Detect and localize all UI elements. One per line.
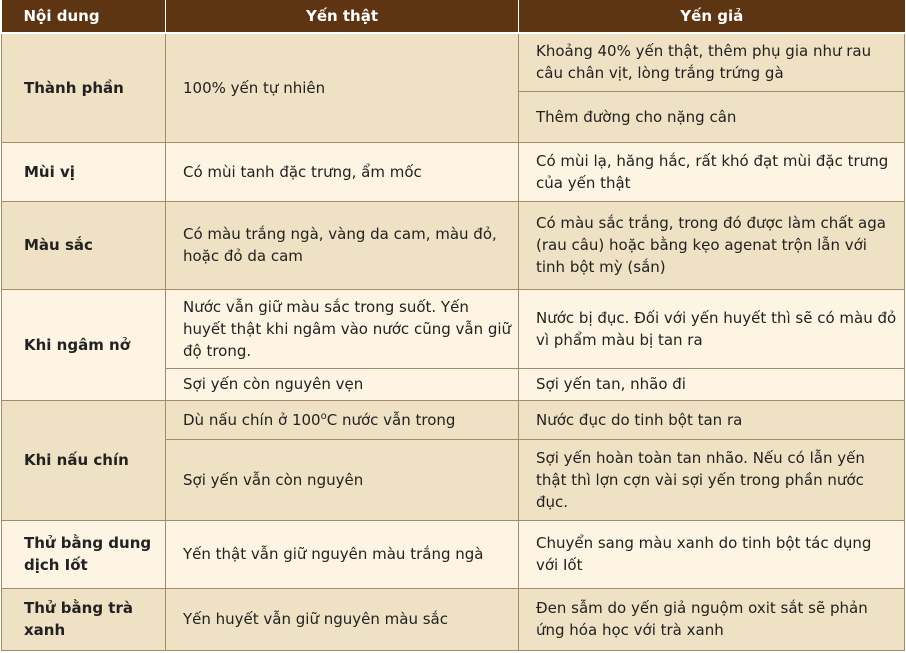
cell-fake-nau-chin-2: Sợi yến hoàn toàn tan nhão. Nếu có lẫn yến thật thì lợn cợn vài sợi yến trong phần nước đục. [519, 439, 905, 520]
cell-real-nau-chin-2: Sợi yến vẫn còn nguyên [166, 439, 519, 520]
table-row [2, 400, 905, 439]
cell-real-iot: Yến thật vẫn giữ nguyên màu trắng ngà [166, 520, 519, 588]
cell-real-nau-chin-1 [166, 400, 519, 439]
header-yen-that: Yến thật [166, 0, 519, 33]
cell-fake-tra-xanh: Đen sẫm do yến giả nguộm oxit sắt sẽ phản ứng hóa học với trà xanh [519, 588, 905, 650]
cell-fake-ngam-no-1: Nước bị đục. Đối với yến huyết thì sẽ có màu đỏ vì phẩm màu bị tan ra [519, 289, 905, 368]
row-label-mau-sac: Màu sắc [2, 201, 166, 289]
row-label-iot: Thử bằng dung dịch Iốt [2, 520, 166, 588]
cell-fake-mui-vi: Có mùi lạ, hăng hắc, rất khó đạt mùi đặc trưng của yến thật [519, 142, 905, 201]
table-row [2, 33, 905, 91]
table-row [2, 142, 905, 201]
row-label-thanh-phan: Thành phần [2, 33, 166, 142]
comparison-table [1, 0, 905, 651]
table-row [2, 289, 905, 368]
cell-fake-thanh-phan-2: Thêm đường cho nặng cân [519, 91, 905, 142]
row-label-mui-vi: Mùi vị [2, 142, 166, 201]
cell-real-ngam-no-2: Sợi yến còn nguyên vẹn [166, 368, 519, 400]
cell-real-thanh-phan: 100% yến tự nhiên [166, 33, 519, 142]
row-label-tra-xanh: Thử bằng trà xanh [2, 588, 166, 650]
degree-sup: o [320, 410, 327, 422]
cell-fake-thanh-phan-1: Khoảng 40% yến thật, thêm phụ gia như rau câu chân vịt, lòng trắng trứng gà [519, 33, 905, 91]
cell-fake-ngam-no-2: Sợi yến tan, nhão đi [519, 368, 905, 400]
cell-fake-mau-sac: Có màu sắc trắng, trong đó được làm chất aga (rau câu) hoặc bằng kẹo agenat trộn lẫn với tinh bột mỳ (sắn) [519, 201, 905, 289]
cell-real-mau-sac: Có màu trắng ngà, vàng da cam, màu đỏ, hoặc đỏ da cam [166, 201, 519, 289]
cell-fake-nau-chin-1: Nước đục do tinh bột tan ra [519, 400, 905, 439]
row-label-nau-chin: Khi nấu chín [2, 400, 166, 520]
temp-text-post: C nước vẫn trong [326, 410, 456, 429]
row-label-ngam-no: Khi ngâm nở [2, 289, 166, 400]
cell-real-ngam-no-1: Nước vẫn giữ màu sắc trong suốt. Yến huyết thật khi ngâm vào nước cũng vẫn giữ độ trong. [166, 289, 519, 368]
table-row [2, 588, 905, 650]
header-yen-gia: Yến giả [519, 0, 905, 33]
table-row [2, 201, 905, 289]
header-row [2, 0, 905, 33]
cell-fake-iot: Chuyển sang màu xanh do tinh bột tác dụng với Iốt [519, 520, 905, 588]
header-noi-dung: Nội dung [2, 0, 166, 33]
table-row [2, 520, 905, 588]
temp-text-pre: Dù nấu chín ở 100 [183, 410, 321, 429]
cell-real-mui-vi: Có mùi tanh đặc trưng, ẩm mốc [166, 142, 519, 201]
cell-real-tra-xanh: Yến huyết vẫn giữ nguyên màu sắc [166, 588, 519, 650]
